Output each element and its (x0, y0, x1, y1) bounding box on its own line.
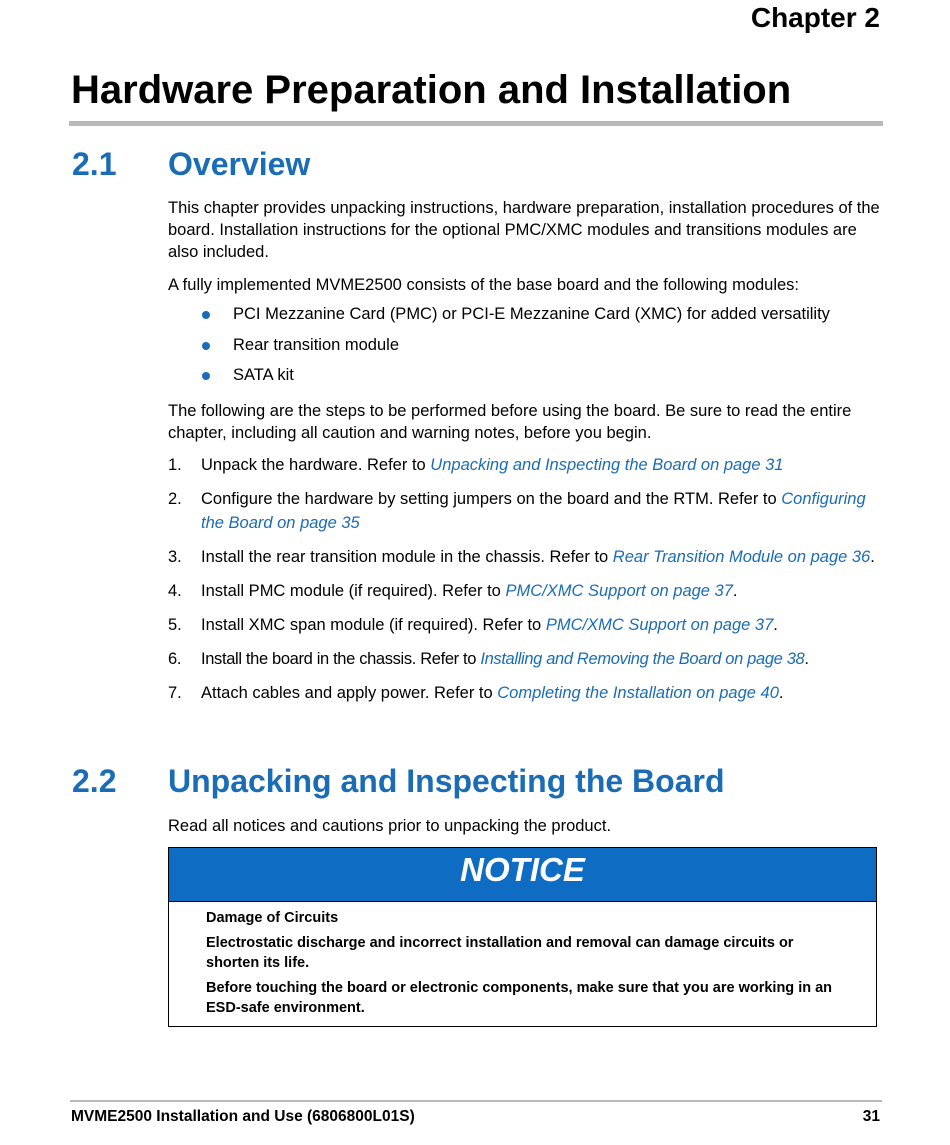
step-text: Install XMC span module (if required). Refer to (201, 616, 546, 634)
step-item (168, 681, 888, 705)
section-number: 2.2 (72, 763, 117, 799)
step-item (168, 647, 888, 671)
section-title: Overview (168, 146, 311, 182)
step-link[interactable]: Configuring the Board on page 35 (201, 490, 866, 532)
bullet-icon (202, 311, 210, 319)
step-end: . (804, 650, 809, 668)
step-end: . (732, 582, 738, 600)
step-number: 2. (168, 490, 182, 508)
step-item (168, 545, 888, 569)
step-text: Unpack the hardware. Refer to (201, 456, 431, 474)
title-rule (69, 121, 883, 126)
step-link[interactable]: PMC/XMC Support on page 37 (545, 616, 774, 634)
step-text: Attach cables and apply power. Refer to (201, 684, 498, 702)
step-text: Install the board in the chassis. Refer to (201, 650, 481, 668)
step-number: 5. (168, 616, 182, 634)
notice-box (168, 847, 877, 1027)
overview-paragraph: This chapter provides unpacking instructions, hardware preparation, installation procedures of the board. Installation instructions for the optional PMC/XMC modules and transitions modules are also included. (168, 199, 880, 261)
chapter-label: Chapter 2 (750, 2, 880, 33)
step-end: . (773, 616, 778, 634)
list-item (200, 305, 900, 336)
step-text: Install the rear transition module in the chassis. Refer to (201, 548, 613, 566)
footer-rule (70, 1100, 882, 1102)
notice-text: Before touching the board or electronic components, make sure that you are working in an ESD-safe environment. (206, 980, 833, 1016)
step-item (168, 613, 888, 637)
step-link[interactable]: Unpacking and Inspecting the Board on page 31 (430, 456, 784, 474)
modules-intro: A fully implemented MVME2500 consists of the base board and the following modules: (168, 276, 800, 294)
list-item (200, 336, 900, 367)
step-number: 1. (168, 456, 182, 474)
section-title: Unpacking and Inspecting the Board (168, 763, 725, 799)
footer-doc-title: MVME2500 Installation and Use (6806800L01S) (71, 1108, 415, 1125)
step-link[interactable]: Rear Transition Module on page 36 (612, 548, 871, 566)
notice-text: Electrostatic discharge and incorrect installation and removal can damage circuits or shorten its life. (206, 935, 794, 971)
step-link[interactable]: Completing the Installation on page 40 (497, 684, 779, 702)
step-number: 7. (168, 684, 182, 702)
step-number: 3. (168, 548, 182, 566)
step-text: Configure the hardware by setting jumpers on the board and the RTM. Refer to (201, 490, 782, 508)
notice-body (169, 902, 876, 1018)
step-link[interactable]: PMC/XMC Support on page 37 (505, 582, 733, 600)
bullet-icon (202, 372, 210, 380)
step-end: . (870, 548, 875, 566)
installation-steps (168, 453, 888, 715)
step-item (168, 579, 888, 603)
step-item (168, 453, 888, 477)
section-number: 2.1 (72, 146, 117, 182)
list-item-text: Rear transition module (233, 335, 399, 354)
notice-title: Damage of Circuits (206, 910, 339, 926)
list-item (200, 366, 900, 397)
module-list (200, 305, 900, 397)
step-number: 4. (168, 582, 182, 600)
chapter-title: Hardware Preparation and Installation (71, 68, 792, 112)
list-item-text: SATA kit (233, 366, 294, 384)
step-end: . (778, 684, 784, 702)
notice-heading: NOTICE (169, 848, 876, 902)
list-item-text: PCI Mezzanine Card (PMC) or PCI-E Mezzanine Card (XMC) for added versatility (233, 305, 830, 323)
step-number: 6. (168, 650, 182, 668)
step-link[interactable]: Installing and Removing the Board on page 38 (480, 650, 805, 668)
steps-intro: The following are the steps to be performed before using the board. Be sure to read the entire chapter, including all caution and warning notes, before you begin. (168, 402, 852, 442)
bullet-icon (202, 342, 210, 350)
step-text: Install PMC module (if required). Refer to (201, 582, 506, 600)
page-number: 31 (862, 1108, 880, 1125)
step-item (168, 487, 888, 535)
unpacking-intro: Read all notices and cautions prior to unpacking the product. (168, 817, 612, 835)
